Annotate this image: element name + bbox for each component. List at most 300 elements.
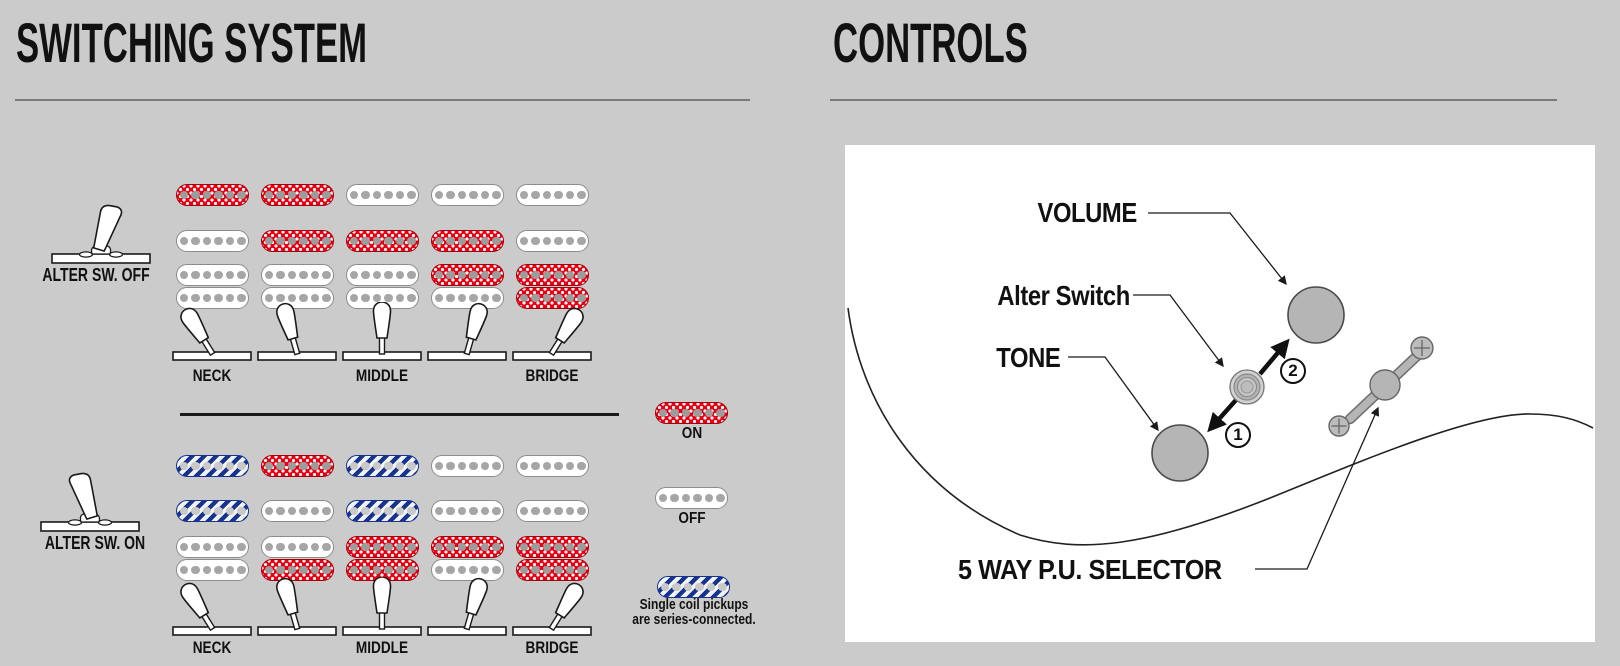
pole-piece-dot — [407, 507, 416, 516]
pole-piece-dot — [407, 271, 416, 280]
pole-piece-dot — [299, 543, 308, 552]
pole-piece-dot — [311, 543, 320, 552]
pole-piece-dot — [180, 462, 189, 471]
pole-piece-dot — [311, 271, 320, 280]
pole-piece-dot — [716, 494, 725, 503]
pole-piece-dot — [492, 462, 501, 471]
pole-piece-dot — [458, 543, 467, 552]
pole-piece-dot — [543, 237, 552, 246]
pole-piece-dot — [276, 237, 285, 246]
pole-piece-dot — [543, 462, 552, 471]
pole-piece-dot — [458, 294, 467, 303]
pickup — [431, 184, 504, 206]
pole-piece-dot — [265, 294, 274, 303]
selector-lever-position-5 — [510, 302, 594, 364]
pole-piece-dot — [288, 507, 297, 516]
pole-piece-dot — [288, 566, 297, 575]
pole-piece-dot — [396, 271, 405, 280]
pole-piece-dot — [566, 271, 575, 280]
guitar-body-outline — [848, 308, 1593, 545]
pole-piece-dot — [384, 191, 393, 200]
pole-piece-dot — [384, 507, 393, 516]
volume-leader-line — [1148, 213, 1286, 284]
pole-piece-dot — [396, 237, 405, 246]
pole-piece-dot — [288, 191, 297, 200]
pole-piece-dot — [299, 294, 308, 303]
pole-piece-dot — [361, 191, 370, 200]
legend-series-note-line2: are series-connected. — [632, 611, 756, 628]
controls-divider — [830, 99, 1557, 101]
pole-piece-dot — [492, 566, 501, 575]
pole-piece-dot — [226, 237, 235, 246]
pole-piece-dot — [520, 271, 529, 280]
pole-piece-dot — [446, 566, 455, 575]
pole-piece-dot — [265, 191, 274, 200]
pole-piece-dot — [543, 543, 552, 552]
switching-system-title: SWITCHING SYSTEM — [16, 11, 368, 74]
pole-piece-dot — [276, 507, 285, 516]
pole-piece-dot — [554, 566, 563, 575]
pole-piece-dot — [682, 494, 691, 503]
pole-piece-dot — [707, 583, 716, 592]
pole-piece-dot — [384, 271, 393, 280]
pole-piece-dot — [705, 494, 714, 503]
pole-piece-dot — [446, 294, 455, 303]
pole-piece-dot — [543, 294, 552, 303]
pole-piece-dot — [322, 271, 331, 280]
pole-piece-dot — [350, 271, 359, 280]
pole-piece-dot — [566, 566, 575, 575]
selector-lever-position-5 — [510, 577, 594, 639]
pole-piece-dot — [481, 507, 490, 516]
pole-piece-dot — [191, 271, 200, 280]
pole-piece-dot — [492, 543, 501, 552]
pole-piece-dot — [396, 294, 405, 303]
pole-piece-dot — [350, 566, 359, 575]
pole-piece-dot — [396, 507, 405, 516]
pole-piece-dot — [265, 507, 274, 516]
selector-lever-position-4 — [425, 302, 509, 364]
pole-piece-dot — [458, 507, 467, 516]
pole-piece-dot — [373, 271, 382, 280]
pole-piece-dot — [384, 462, 393, 471]
pole-piece-dot — [299, 566, 308, 575]
pole-piece-dot — [577, 566, 586, 575]
pole-piece-dot — [237, 271, 246, 280]
pole-piece-dot — [288, 294, 297, 303]
pole-piece-dot — [288, 462, 297, 471]
pickup — [176, 500, 249, 522]
pole-piece-dot — [577, 543, 586, 552]
position-label: MIDDLE — [355, 638, 409, 657]
pickup — [431, 500, 504, 522]
pole-piece-dot — [226, 271, 235, 280]
volume-label: VOLUME — [1037, 197, 1137, 228]
selector-lever-position-2 — [255, 302, 339, 364]
pole-piece-dot — [469, 237, 478, 246]
pole-piece-dot — [311, 191, 320, 200]
position-label: BRIDGE — [525, 366, 579, 385]
pole-piece-dot — [203, 191, 212, 200]
pole-piece-dot — [203, 566, 212, 575]
pole-piece-dot — [531, 543, 540, 552]
pole-piece-dot — [214, 507, 223, 516]
pole-piece-dot — [276, 271, 285, 280]
screw-icon — [1411, 337, 1433, 359]
pole-piece-dot — [361, 237, 370, 246]
pole-piece-dot — [311, 462, 320, 471]
pole-piece-dot — [554, 543, 563, 552]
pole-piece-dot — [577, 191, 586, 200]
pole-piece-dot — [226, 191, 235, 200]
pickup — [261, 184, 334, 206]
pole-piece-dot — [396, 543, 405, 552]
pole-piece-dot — [203, 507, 212, 516]
pole-piece-dot — [276, 566, 285, 575]
pickup — [516, 455, 589, 477]
pole-piece-dot — [469, 191, 478, 200]
pole-piece-dot — [191, 566, 200, 575]
pole-piece-dot — [458, 237, 467, 246]
legend-pickup-series — [657, 576, 730, 598]
pole-piece-dot — [670, 494, 679, 503]
pole-piece-dot — [407, 566, 416, 575]
pole-piece-dot — [492, 507, 501, 516]
pole-piece-dot — [226, 507, 235, 516]
pole-piece-dot — [214, 543, 223, 552]
pole-piece-dot — [543, 271, 552, 280]
pole-piece-dot — [520, 191, 529, 200]
pole-piece-dot — [203, 543, 212, 552]
pole-piece-dot — [350, 237, 359, 246]
pole-piece-dot — [350, 543, 359, 552]
pole-piece-dot — [469, 294, 478, 303]
alter-sw-on-label: ALTER SW. ON — [44, 533, 146, 553]
pickup — [176, 184, 249, 206]
pole-piece-dot — [180, 271, 189, 280]
tone-label: TONE — [996, 342, 1060, 373]
pole-piece-dot — [180, 507, 189, 516]
pole-piece-dot — [384, 543, 393, 552]
pole-piece-dot — [203, 237, 212, 246]
pole-piece-dot — [481, 462, 490, 471]
pole-piece-dot — [481, 566, 490, 575]
pole-piece-dot — [265, 543, 274, 552]
pole-piece-dot — [373, 462, 382, 471]
pole-piece-dot — [481, 191, 490, 200]
pole-piece-dot — [492, 191, 501, 200]
selector-lever-position-2 — [255, 577, 339, 639]
pole-piece-dot — [384, 294, 393, 303]
pole-piece-dot — [214, 462, 223, 471]
pickup — [261, 536, 334, 558]
pole-piece-dot — [322, 191, 331, 200]
pole-piece-dot — [265, 237, 274, 246]
step-1-badge: 1 — [1225, 422, 1251, 448]
pole-piece-dot — [237, 507, 246, 516]
pole-piece-dot — [435, 271, 444, 280]
pole-piece-dot — [531, 566, 540, 575]
pole-piece-dot — [226, 294, 235, 303]
pole-piece-dot — [446, 271, 455, 280]
pickup — [516, 500, 589, 522]
volume-knob — [1288, 287, 1344, 343]
pole-piece-dot — [481, 294, 490, 303]
tone-leader-line — [1068, 357, 1158, 430]
pole-piece-dot — [180, 543, 189, 552]
pole-piece-dot — [458, 566, 467, 575]
pole-piece-dot — [361, 294, 370, 303]
legend-pickup-off — [655, 487, 728, 509]
pole-piece-dot — [214, 271, 223, 280]
legend-series-note — [632, 597, 755, 627]
pickup — [431, 455, 504, 477]
pole-piece-dot — [396, 462, 405, 471]
pole-piece-dot — [361, 462, 370, 471]
pickup — [516, 230, 589, 252]
pole-piece-dot — [322, 543, 331, 552]
pole-piece-dot — [718, 583, 727, 592]
pole-piece-dot — [322, 462, 331, 471]
legend-pickup-on — [655, 402, 728, 424]
pole-piece-dot — [265, 462, 274, 471]
pole-piece-dot — [361, 271, 370, 280]
legend-on-label: ON — [681, 425, 703, 442]
pole-piece-dot — [446, 237, 455, 246]
pickup — [261, 230, 334, 252]
pole-piece-dot — [481, 271, 490, 280]
pole-piece-dot — [577, 507, 586, 516]
pickup — [176, 230, 249, 252]
pole-piece-dot — [361, 566, 370, 575]
pole-piece-dot — [373, 237, 382, 246]
pole-piece-dot — [469, 566, 478, 575]
pole-piece-dot — [577, 271, 586, 280]
alter-switch-button — [1230, 370, 1264, 404]
pole-piece-dot — [203, 462, 212, 471]
position-label: NECK — [192, 366, 232, 385]
pole-piece-dot — [396, 191, 405, 200]
pickup — [176, 455, 249, 477]
pickup — [176, 536, 249, 558]
pole-piece-dot — [191, 294, 200, 303]
pole-piece-dot — [299, 462, 308, 471]
pole-piece-dot — [469, 507, 478, 516]
pole-piece-dot — [311, 566, 320, 575]
pole-piece-dot — [661, 583, 670, 592]
pole-piece-dot — [435, 462, 444, 471]
pole-piece-dot — [299, 271, 308, 280]
pole-piece-dot — [311, 237, 320, 246]
pole-piece-dot — [361, 543, 370, 552]
pole-piece-dot — [520, 462, 529, 471]
alter-on-toggle-icon — [35, 460, 145, 540]
pickup — [346, 230, 419, 252]
pole-piece-dot — [237, 237, 246, 246]
pole-piece-dot — [384, 237, 393, 246]
pole-piece-dot — [191, 543, 200, 552]
pole-piece-dot — [577, 462, 586, 471]
pole-piece-dot — [435, 191, 444, 200]
pole-piece-dot — [659, 494, 668, 503]
pole-piece-dot — [458, 271, 467, 280]
pole-piece-dot — [373, 191, 382, 200]
position-label: MIDDLE — [355, 366, 409, 385]
pole-piece-dot — [554, 294, 563, 303]
five-way-selector-lever — [1350, 355, 1418, 419]
pole-piece-dot — [695, 583, 704, 592]
pole-piece-dot — [543, 507, 552, 516]
pole-piece-dot — [566, 237, 575, 246]
grid-divider-line — [180, 413, 619, 416]
position-label: NECK — [192, 638, 232, 657]
pickup — [431, 536, 504, 558]
pole-piece-dot — [693, 494, 702, 503]
pickup — [431, 264, 504, 286]
pole-piece-dot — [265, 566, 274, 575]
pole-piece-dot — [435, 543, 444, 552]
pole-piece-dot — [543, 566, 552, 575]
pole-piece-dot — [350, 294, 359, 303]
pole-piece-dot — [276, 462, 285, 471]
selector-lever-position-1 — [170, 577, 254, 639]
pickup — [516, 536, 589, 558]
pole-piece-dot — [531, 271, 540, 280]
pole-piece-dot — [322, 507, 331, 516]
pole-piece-dot — [361, 507, 370, 516]
pickup — [261, 264, 334, 286]
legend-series-note-line1: Single coil pickups — [639, 596, 749, 613]
pole-piece-dot — [373, 507, 382, 516]
pole-piece-dot — [531, 237, 540, 246]
selector-lever-position-3 — [340, 302, 424, 364]
position-label: BRIDGE — [525, 638, 579, 657]
pole-piece-dot — [180, 566, 189, 575]
pole-piece-dot — [458, 462, 467, 471]
pole-piece-dot — [180, 237, 189, 246]
pole-piece-dot — [435, 237, 444, 246]
pole-piece-dot — [520, 237, 529, 246]
pole-piece-dot — [373, 566, 382, 575]
pole-piece-dot — [520, 294, 529, 303]
pole-piece-dot — [214, 191, 223, 200]
pickup — [431, 230, 504, 252]
pole-piece-dot — [554, 237, 563, 246]
pole-piece-dot — [299, 507, 308, 516]
pole-piece-dot — [407, 191, 416, 200]
alter-switch-leader-line — [1133, 295, 1223, 366]
pickup — [346, 184, 419, 206]
pole-piece-dot — [322, 237, 331, 246]
controls-title: CONTROLS — [833, 11, 1028, 74]
pole-piece-dot — [214, 237, 223, 246]
pole-piece-dot — [716, 409, 725, 418]
pickup — [516, 264, 589, 286]
pole-piece-dot — [481, 543, 490, 552]
pole-piece-dot — [373, 294, 382, 303]
tone-knob — [1152, 425, 1208, 481]
pole-piece-dot — [554, 507, 563, 516]
pole-piece-dot — [276, 543, 285, 552]
selector-lever-position-3 — [340, 577, 424, 639]
pole-piece-dot — [237, 566, 246, 575]
pole-piece-dot — [520, 566, 529, 575]
pole-piece-dot — [458, 191, 467, 200]
pole-piece-dot — [203, 294, 212, 303]
pole-piece-dot — [407, 237, 416, 246]
pole-piece-dot — [191, 191, 200, 200]
pole-piece-dot — [214, 294, 223, 303]
pole-piece-dot — [203, 271, 212, 280]
pole-piece-dot — [435, 566, 444, 575]
selector-leader-line — [1255, 408, 1378, 569]
pole-piece-dot — [288, 237, 297, 246]
pole-piece-dot — [180, 191, 189, 200]
pole-piece-dot — [705, 409, 714, 418]
pole-piece-dot — [577, 237, 586, 246]
legend-off-label: OFF — [678, 510, 706, 527]
pole-piece-dot — [520, 507, 529, 516]
pole-piece-dot — [265, 271, 274, 280]
pole-piece-dot — [350, 191, 359, 200]
pole-piece-dot — [670, 409, 679, 418]
pole-piece-dot — [407, 462, 416, 471]
pickup — [346, 455, 419, 477]
pole-piece-dot — [435, 507, 444, 516]
pole-piece-dot — [531, 507, 540, 516]
pole-piece-dot — [469, 462, 478, 471]
pickup — [261, 500, 334, 522]
pole-piece-dot — [554, 271, 563, 280]
pole-piece-dot — [191, 507, 200, 516]
pole-piece-dot — [492, 237, 501, 246]
pole-piece-dot — [226, 543, 235, 552]
switching-divider — [15, 99, 750, 101]
pole-piece-dot — [276, 191, 285, 200]
pole-piece-dot — [492, 271, 501, 280]
pole-piece-dot — [288, 543, 297, 552]
pole-piece-dot — [446, 462, 455, 471]
alter-off-toggle-icon — [46, 192, 156, 272]
pole-piece-dot — [373, 543, 382, 552]
pole-piece-dot — [469, 543, 478, 552]
pole-piece-dot — [237, 294, 246, 303]
pole-piece-dot — [543, 191, 552, 200]
pole-piece-dot — [531, 294, 540, 303]
pole-piece-dot — [276, 294, 285, 303]
pole-piece-dot — [214, 566, 223, 575]
pole-piece-dot — [554, 191, 563, 200]
pole-piece-dot — [566, 507, 575, 516]
pickup — [346, 264, 419, 286]
pole-piece-dot — [672, 583, 681, 592]
pickup — [261, 455, 334, 477]
pickup — [516, 184, 589, 206]
pole-piece-dot — [659, 409, 668, 418]
pole-piece-dot — [531, 462, 540, 471]
pole-piece-dot — [191, 462, 200, 471]
pole-piece-dot — [531, 191, 540, 200]
pole-piece-dot — [237, 191, 246, 200]
pole-piece-dot — [446, 543, 455, 552]
pole-piece-dot — [566, 191, 575, 200]
step-2-badge: 2 — [1280, 358, 1306, 384]
pole-piece-dot — [311, 507, 320, 516]
pole-piece-dot — [554, 462, 563, 471]
pole-piece-dot — [288, 271, 297, 280]
pole-piece-dot — [481, 237, 490, 246]
controls-panel — [845, 145, 1595, 642]
